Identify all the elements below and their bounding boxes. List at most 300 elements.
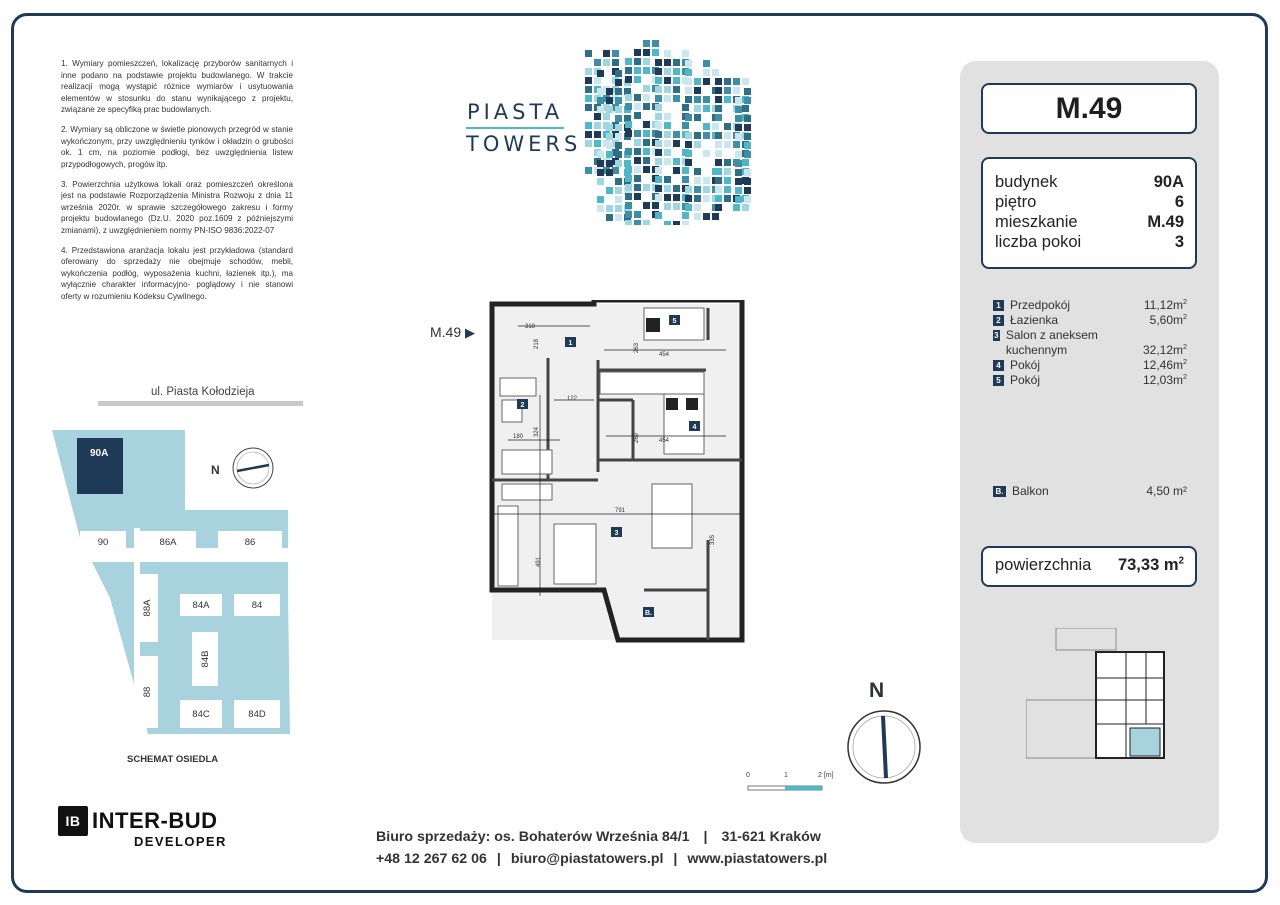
tower-tile — [585, 140, 592, 147]
tower-tile — [634, 211, 641, 218]
tower-tile — [664, 194, 671, 201]
balcony-num: B. — [993, 486, 1006, 497]
tower-tile — [625, 103, 632, 110]
legal-notes — [61, 58, 293, 311]
site-building-label: 84C — [192, 709, 210, 720]
tower-tile — [664, 77, 671, 84]
tower-tile — [612, 50, 619, 57]
tower-tile — [735, 106, 742, 113]
plan-dimension: 791 — [614, 508, 626, 514]
tower-tile — [682, 122, 689, 129]
tower-tile — [703, 177, 710, 184]
tower-tile — [655, 59, 662, 66]
tower-tile — [712, 213, 719, 220]
sep-1: | — [703, 829, 708, 845]
plan-dimension: 318 — [524, 324, 536, 330]
tower-tile — [625, 193, 632, 200]
tower-tile — [715, 186, 722, 193]
tower-tile — [655, 212, 662, 219]
room-2-name: Łazienka — [1010, 313, 1059, 327]
tower-tile — [597, 97, 604, 104]
tower-tile — [715, 87, 722, 94]
tower-tile — [597, 160, 604, 167]
info-building — [995, 172, 1184, 192]
inter-bud-brand — [58, 806, 227, 849]
info-floor-value: 6 — [1174, 193, 1184, 211]
building-90a-wing — [112, 468, 123, 494]
tower-tile — [685, 60, 692, 67]
sales-address: Biuro sprzedaży: os. Bohaterów Września 84/1 — [376, 829, 690, 845]
tower-tile — [735, 151, 742, 158]
tower-tile — [615, 205, 622, 212]
tower-tile — [703, 195, 710, 202]
info-apartment — [995, 212, 1184, 232]
tower-tile — [733, 87, 740, 94]
tower-tile — [655, 140, 662, 147]
note-4: 4. Przedstawiona aranżacja lokalu jest przykładowa (standard oferowany do sprzedaży nie obejmuje schodów, mebli, wykończenia podłóg, wyposażenia kuchni, łazienek itp.), ma wyłącznie charakter informacyjno- poglądowy i nie stanowi oferty w rozumieniu Kodeksu Cywilnego. — [61, 245, 293, 301]
tower-tile — [625, 58, 632, 65]
room-2-area: 5,60m — [1149, 313, 1183, 327]
tower-tile — [694, 105, 701, 112]
tower-tile — [703, 123, 710, 130]
tower-tile — [643, 58, 650, 65]
tower-tile — [664, 176, 671, 183]
sales-website[interactable]: www.piastatowers.pl — [687, 851, 828, 867]
tower-tile — [685, 141, 692, 148]
street-strip — [98, 401, 303, 406]
tower-tile — [715, 159, 722, 166]
tower-tile — [664, 158, 671, 165]
tower-tile — [597, 151, 604, 158]
tower-tile — [643, 85, 650, 92]
tower-tile — [615, 142, 622, 149]
tower-tile — [585, 86, 592, 93]
tower-tile — [634, 112, 641, 119]
room-1-name: Przedpokój — [1010, 298, 1071, 312]
sales-email[interactable]: biuro@piastatowers.pl — [510, 851, 664, 867]
tower-tile — [606, 169, 613, 176]
sep-2: | — [496, 851, 501, 867]
sep-3: | — [673, 851, 678, 867]
tower-tile — [673, 167, 680, 174]
tower-tile — [606, 133, 613, 140]
tower-tile — [597, 178, 604, 185]
tower-tile — [744, 178, 751, 185]
room-5-sup: 2 — [1183, 372, 1187, 381]
tower-tile — [703, 132, 710, 139]
tower-tile — [615, 196, 622, 203]
tower-tile — [744, 97, 751, 104]
tower-tile — [634, 76, 641, 83]
tower-tile — [673, 158, 680, 165]
tower-tile — [735, 97, 742, 104]
tower-tile — [712, 123, 719, 130]
tower-tile — [634, 184, 641, 191]
site-building-label: 84D — [248, 709, 266, 720]
tower-tile — [643, 103, 650, 110]
plan-room-tag-label: 1 — [568, 340, 573, 347]
tower-tile — [615, 151, 622, 158]
tower-tile — [682, 104, 689, 111]
tower-tile — [724, 186, 731, 193]
tower-tile — [634, 130, 641, 137]
tower-tile — [724, 132, 731, 139]
tower-tile — [682, 212, 689, 219]
tower-tile — [685, 159, 692, 166]
tower-tile — [643, 220, 650, 225]
tower-tile — [625, 94, 632, 101]
tower-tile — [625, 76, 632, 83]
scale-bar — [745, 780, 825, 794]
site-building-label: 90A — [90, 448, 109, 459]
tower-tile — [715, 96, 722, 103]
tower-tile — [643, 148, 650, 155]
balcony-row — [993, 484, 1187, 498]
tower-tile — [694, 186, 701, 193]
tower-tile — [603, 113, 610, 120]
tower-tile — [694, 114, 701, 121]
tower-tile — [682, 221, 689, 225]
total-area-value: 73,33 m — [1117, 556, 1179, 574]
info-apartment-value: M.49 — [1147, 213, 1184, 231]
tower-tile — [615, 187, 622, 194]
floor-plan — [488, 300, 750, 645]
info-rooms — [995, 232, 1184, 252]
tower-tile — [664, 68, 671, 75]
site-building-label: 84 — [251, 600, 263, 611]
plan-dimension: 491 — [536, 556, 542, 568]
tower-tile — [724, 87, 731, 94]
plan-dimension: 269 — [634, 432, 640, 444]
tower-tile — [744, 142, 751, 149]
tower-tile — [585, 77, 592, 84]
tower-tile — [715, 204, 722, 211]
tower-tile — [735, 187, 742, 194]
tower-tile — [652, 49, 659, 56]
tower-tile — [724, 96, 731, 103]
tower-tile — [655, 68, 662, 75]
tower-tile — [634, 148, 641, 155]
tower-tile — [685, 78, 692, 85]
tower-tile — [724, 168, 731, 175]
room-1-num: 1 — [993, 300, 1004, 311]
tower-tile — [634, 58, 641, 65]
towers-logo-icon — [585, 40, 755, 225]
tower-tile — [735, 196, 742, 203]
tower-tile — [634, 157, 641, 164]
balcony-area: 4,50 m² — [1146, 484, 1187, 498]
tower-tile — [643, 67, 650, 74]
tower-tile — [615, 70, 622, 77]
tower-tile — [664, 149, 671, 156]
tower-tile — [744, 124, 751, 131]
tower-tile — [685, 96, 692, 103]
tower-tile — [733, 78, 740, 85]
tower-tile — [643, 40, 650, 47]
room-4-name: Pokój — [1010, 358, 1041, 372]
room-4-area: 12,46m — [1142, 358, 1183, 372]
tower-tile — [634, 175, 641, 182]
tower-tile — [643, 157, 650, 164]
room-5-name: Pokój — [1010, 373, 1041, 387]
tower-tile — [594, 140, 601, 147]
tower-tile — [703, 60, 710, 67]
logo-line-1: PIASTA — [466, 100, 564, 124]
tower-tile — [685, 195, 692, 202]
room-2-num: 2 — [993, 315, 1004, 326]
tower-tile — [744, 133, 751, 140]
tower-tile — [703, 105, 710, 112]
tower-tile — [685, 87, 692, 94]
tower-tile — [664, 203, 671, 210]
tower-tile — [744, 115, 751, 122]
room-5-num: 5 — [993, 375, 1004, 386]
tower-tile — [724, 195, 731, 202]
tower-tile — [682, 50, 689, 57]
tower-tile — [694, 87, 701, 94]
plan-dimension: 180 — [512, 434, 524, 440]
tower-tile — [703, 213, 710, 220]
tower-tile — [594, 122, 601, 129]
site-compass-icon — [233, 448, 273, 488]
tower-tile — [634, 193, 641, 200]
site-building-label: 90 — [97, 537, 109, 548]
tower-tile — [585, 167, 592, 174]
tower-tile — [664, 86, 671, 93]
site-plan-caption: SCHEMAT OSIEDLA — [127, 754, 219, 765]
brand-name: INTER-BUD — [92, 808, 218, 833]
tower-tile — [615, 115, 622, 122]
tower-tile — [685, 150, 692, 157]
tower-tile — [673, 185, 680, 192]
tower-tile — [694, 177, 701, 184]
tower-tile — [694, 168, 701, 175]
tower-tile — [655, 176, 662, 183]
tower-tile — [625, 166, 632, 173]
tower-tile — [715, 150, 722, 157]
tower-tile — [624, 115, 631, 122]
site-building-label: 88 — [142, 686, 153, 698]
tower-tile — [715, 105, 722, 112]
plan-room-tag-label: 3 — [614, 530, 619, 537]
tower-tile — [615, 178, 622, 185]
contact-info — [376, 826, 827, 870]
contact-line-2 — [376, 848, 827, 870]
tower-tile — [585, 68, 592, 75]
room-1-area: 11,12m — [1143, 298, 1183, 312]
tower-tile — [606, 142, 613, 149]
site-building-label: 86A — [159, 537, 177, 548]
tower-tile — [643, 130, 650, 137]
plan-north-label: N — [869, 679, 885, 702]
tower-tile — [643, 49, 650, 56]
tower-tile — [634, 166, 641, 173]
tower-tile — [615, 106, 622, 113]
sales-city: 31-621 Kraków — [721, 829, 821, 845]
tower-tile — [624, 160, 631, 167]
total-area-sup: 2 — [1178, 555, 1184, 567]
tower-tile — [715, 141, 722, 148]
tower-tile — [606, 214, 613, 221]
tower-tile — [664, 221, 671, 225]
room-2-sup: 2 — [1183, 312, 1187, 321]
tower-tile — [664, 140, 671, 147]
tower-tile — [625, 220, 632, 225]
tower-tile — [715, 78, 722, 85]
tower-tile — [606, 187, 613, 194]
scale-0: 0 — [746, 772, 750, 779]
info-building-label: budynek — [995, 173, 1058, 191]
tower-tile — [742, 105, 749, 112]
tower-tile — [615, 160, 622, 167]
plan-room-tag-label: 5 — [672, 318, 677, 325]
tower-tile — [615, 214, 622, 221]
tower-tile — [615, 133, 622, 140]
tower-tile — [634, 220, 641, 225]
tower-tile — [603, 50, 610, 57]
piasta-towers-logo — [466, 100, 582, 156]
site-building-label: 86 — [244, 537, 256, 548]
tower-tile — [694, 195, 701, 202]
room-4 — [993, 358, 1187, 373]
tower-tile — [703, 69, 710, 76]
tower-tile — [664, 185, 671, 192]
plan-dimension: 122 — [566, 396, 578, 402]
tower-tile — [694, 96, 701, 103]
tower-tile — [655, 86, 662, 93]
tower-tile — [603, 59, 610, 66]
tower-tile — [655, 167, 662, 174]
balcony-name: Balkon — [1012, 484, 1049, 498]
note-2: 2. Wymiary są obliczone w świetle pionowych przegród w stanie wykończonym, przy uwzględnieniu tynków i okładzin o grubości ok. 1 cm, na poziomie podłogi, bez uwzględnienia listew przypodłogowych, progów itp. — [61, 125, 293, 169]
tower-tile — [634, 49, 641, 56]
tower-tile — [597, 169, 604, 176]
tower-tile — [715, 114, 722, 121]
tower-tile — [735, 160, 742, 167]
tower-tile — [634, 94, 641, 101]
tower-tile — [724, 159, 731, 166]
tower-tile — [612, 167, 619, 174]
tower-tile — [742, 204, 749, 211]
tower-tile — [733, 204, 740, 211]
tower-tile — [615, 88, 622, 95]
tower-tile — [585, 104, 592, 111]
entrance-arrow-icon: ▶ — [465, 325, 476, 340]
tower-tile — [606, 88, 613, 95]
tower-tile — [643, 166, 650, 173]
room-5-area: 12,03m — [1142, 373, 1183, 387]
tower-tile — [742, 159, 749, 166]
info-rooms-label: liczba pokoi — [995, 233, 1082, 251]
tower-tile — [694, 204, 701, 211]
tower-tile — [673, 221, 680, 225]
tower-tile — [655, 185, 662, 192]
tower-tile — [735, 133, 742, 140]
tower-tile — [724, 141, 731, 148]
tower-tile — [652, 202, 659, 209]
tower-tile — [744, 169, 751, 176]
plan-dimension: 335 — [710, 534, 716, 546]
tower-tile — [673, 203, 680, 210]
tower-tile — [643, 121, 650, 128]
tower-tile — [597, 106, 604, 113]
tower-tile — [606, 160, 613, 167]
room-5 — [993, 373, 1187, 388]
brand-sub: DEVELOPER — [134, 834, 227, 849]
unit-title: M.49 — [981, 83, 1197, 134]
tower-tile — [606, 205, 613, 212]
tower-tile — [703, 78, 710, 85]
plan-room-tag-label: 2 — [520, 402, 525, 409]
tower-tile — [594, 77, 601, 84]
tower-tile — [634, 103, 641, 110]
tower-tile — [685, 132, 692, 139]
key-plan — [1026, 628, 1186, 760]
tower-tile — [673, 59, 680, 66]
contact-line-1 — [376, 826, 827, 848]
tower-tile — [597, 205, 604, 212]
room-list — [993, 298, 1187, 388]
tower-tile — [703, 96, 710, 103]
room-1-sup: 2 — [1183, 297, 1187, 306]
note-3: 3. Powierzchnia użytkowa lokali oraz pomieszczeń określona jest na podstawie Rozporządzenia Ministra Rozwoju z dnia 11 września 2020r. w sprawie szczegółowego zakresu i formy projektu budowlanego (Dz.U. 2020 poz.1609 z późniejszymi zmianami), z uwzględnieniem normy PN-ISO 9836:2022-07 — [61, 179, 293, 235]
tower-tile — [694, 213, 701, 220]
plan-compass-icon — [845, 708, 923, 786]
tower-tile — [673, 86, 680, 93]
tower-tile — [655, 131, 662, 138]
room-3-area: 32,12m — [1142, 343, 1183, 357]
tower-tile — [625, 148, 632, 155]
tower-tile — [685, 204, 692, 211]
tower-tile — [606, 97, 613, 104]
tower-tile — [606, 124, 613, 131]
tower-tile — [735, 178, 742, 185]
tower-tile — [652, 40, 659, 47]
site-building-label: 88A — [142, 599, 153, 617]
tower-tile — [694, 132, 701, 139]
tower-tile — [643, 94, 650, 101]
tower-tile — [744, 151, 751, 158]
plan-dimension: 324 — [534, 426, 540, 438]
tower-tile — [655, 95, 662, 102]
room-4-num: 4 — [993, 360, 1004, 371]
tower-tile — [673, 194, 680, 201]
room-3-num: 3 — [994, 331, 999, 340]
note-1: 1. Wymiary pomieszczeń, lokalizację przyborów sanitarnych i inne podano na podstawie projektu budowlanego. W trakcie realizacji mogą wystąpić różnice wymiarów i usytuowania elementów w stosunku do stanu wynikającego z projektu, związane ze specyfiką prac budowlanych. — [61, 59, 293, 114]
tower-tile — [585, 131, 592, 138]
tower-tile — [733, 141, 740, 148]
tower-tile — [664, 95, 671, 102]
sales-phone: +48 12 267 62 06 — [376, 851, 487, 867]
unit-info — [981, 157, 1197, 269]
plan-dimension: 218 — [534, 338, 540, 350]
room-3 — [993, 328, 1187, 358]
tower-tile — [625, 184, 632, 191]
tower-tile — [655, 194, 662, 201]
tower-tile — [655, 158, 662, 165]
tower-tile — [673, 140, 680, 147]
tower-tile — [615, 124, 622, 131]
site-building-label: 84B — [200, 650, 211, 668]
tower-tile — [742, 78, 749, 85]
tower-tile — [673, 95, 680, 102]
tower-tile — [735, 124, 742, 131]
tower-tile — [643, 184, 650, 191]
tower-tile — [655, 122, 662, 129]
tower-tile — [703, 150, 710, 157]
tower-tile — [724, 78, 731, 85]
tower-tile — [585, 95, 592, 102]
